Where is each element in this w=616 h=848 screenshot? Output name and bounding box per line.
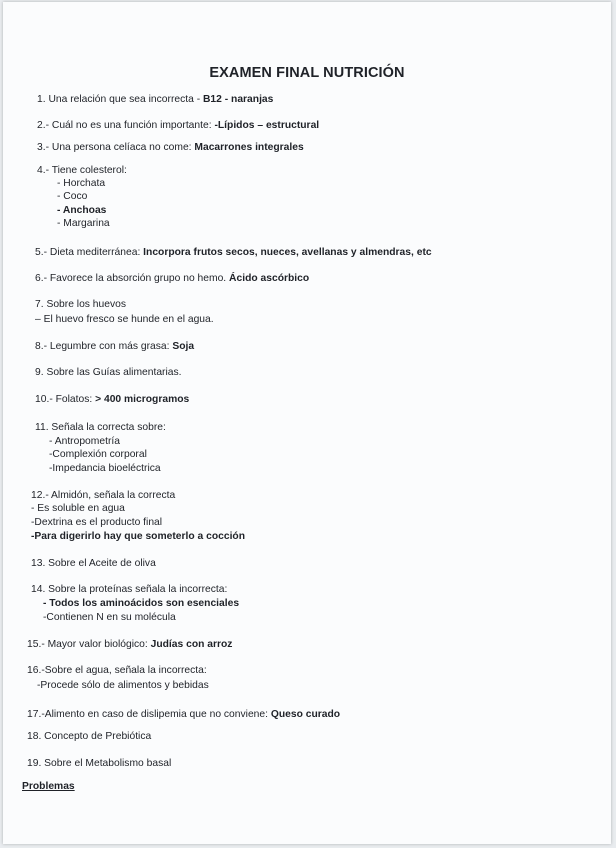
question-text: -Contienen N en su molécula	[43, 612, 176, 623]
question-line	[27, 708, 340, 721]
question-line	[31, 530, 245, 543]
question-text: - Coco	[57, 191, 88, 202]
problems-heading: Problemas	[22, 781, 75, 792]
question-text: 11. Señala la correcta sobre:	[35, 422, 166, 433]
answer-text: Judías con arroz	[150, 639, 233, 650]
answer-text: B12 - naranjas	[202, 94, 274, 105]
question-text: - Margarina	[57, 218, 110, 229]
question-text: - Es soluble en agua	[31, 503, 125, 514]
answer-text: -Lípidos – estructural	[214, 120, 320, 131]
answer-text: Incorpora frutos secos, nueces, avellanas y almendras, etc	[143, 247, 432, 258]
question-line	[31, 489, 175, 502]
question-line	[35, 313, 214, 326]
question-text: -Complexión corporal	[49, 449, 147, 460]
question-line	[27, 757, 171, 770]
question-line	[57, 190, 87, 203]
exam-sheet	[3, 2, 611, 844]
question-text: 16.-Sobre el agua, señala la incorrecta:	[27, 665, 207, 676]
question-text: 1. Una relación que sea incorrecta -	[37, 94, 203, 105]
question-line	[37, 93, 273, 106]
question-line	[27, 730, 151, 743]
question-line	[35, 246, 432, 259]
question-text: - Antropometría	[49, 436, 120, 447]
question-line	[57, 177, 105, 190]
question-text: 15.- Mayor valor biológico:	[27, 639, 151, 650]
question-line	[49, 448, 147, 461]
question-text: 7. Sobre los huevos	[35, 299, 127, 310]
question-line	[35, 298, 126, 311]
question-text: 14. Sobre la proteínas señala la incorrecta:	[31, 584, 228, 595]
answer-text: Ácido ascórbico	[229, 273, 310, 284]
question-line	[57, 204, 106, 217]
exam-title: EXAMEN FINAL NUTRICIÓN	[209, 65, 405, 81]
answer-text: - Todos los aminoácidos son esenciales	[43, 598, 240, 609]
question-line	[31, 557, 156, 570]
question-line	[37, 141, 304, 154]
question-line	[43, 611, 176, 624]
answer-text: -Para digerirlo hay que someterlo a cocción	[31, 531, 246, 542]
question-line	[35, 340, 194, 353]
answer-text: Queso curado	[270, 709, 341, 720]
question-line	[57, 217, 110, 230]
answer-text: > 400 microgramos	[95, 394, 190, 405]
question-text: -Procede sólo de alimentos y bebidas	[37, 680, 209, 691]
answer-text: Soja	[172, 341, 195, 352]
question-line	[35, 366, 182, 379]
answer-text: Macarrones integrales	[194, 142, 304, 153]
question-text: 9. Sobre las Guías alimentarias.	[35, 367, 182, 378]
question-line	[27, 638, 232, 651]
question-line	[43, 597, 239, 610]
question-text: 13. Sobre el Aceite de oliva	[31, 558, 156, 569]
question-line	[31, 516, 162, 529]
question-text: 18. Concepto de Prebiótica	[27, 731, 152, 742]
question-text: 12.- Almidón, señala la correcta	[31, 490, 176, 501]
question-line	[27, 664, 207, 677]
question-text: -Dextrina es el producto final	[31, 517, 163, 528]
question-line	[37, 164, 127, 177]
question-text: - Horchata	[57, 178, 106, 189]
question-line	[49, 435, 120, 448]
question-text: -Impedancia bioeléctrica	[49, 463, 161, 474]
question-text: 6.- Favorece la absorción grupo no hemo.	[35, 273, 230, 284]
question-text: 8.- Legumbre con más grasa:	[35, 341, 173, 352]
question-line	[37, 119, 319, 132]
question-line	[49, 462, 161, 475]
question-text: 3.- Una persona celíaca no come:	[37, 142, 195, 153]
question-line	[31, 583, 227, 596]
question-text: – El huevo fresco se hunde en el agua.	[35, 314, 214, 325]
question-line	[35, 272, 309, 285]
question-text: 2.- Cuál no es una función importante:	[37, 120, 215, 131]
question-text: 4.- Tiene colesterol:	[37, 165, 127, 176]
question-line	[37, 679, 209, 692]
question-line	[31, 502, 125, 515]
question-text: 5.- Dieta mediterránea:	[35, 247, 144, 258]
question-line	[35, 393, 189, 406]
question-text: 10.- Folatos:	[35, 394, 96, 405]
answer-text: - Anchoas	[57, 205, 107, 216]
question-line	[35, 421, 166, 434]
question-text: 17.-Alimento en caso de dislipemia que no conviene:	[27, 709, 271, 720]
question-text: 19. Sobre el Metabolismo basal	[27, 758, 172, 769]
